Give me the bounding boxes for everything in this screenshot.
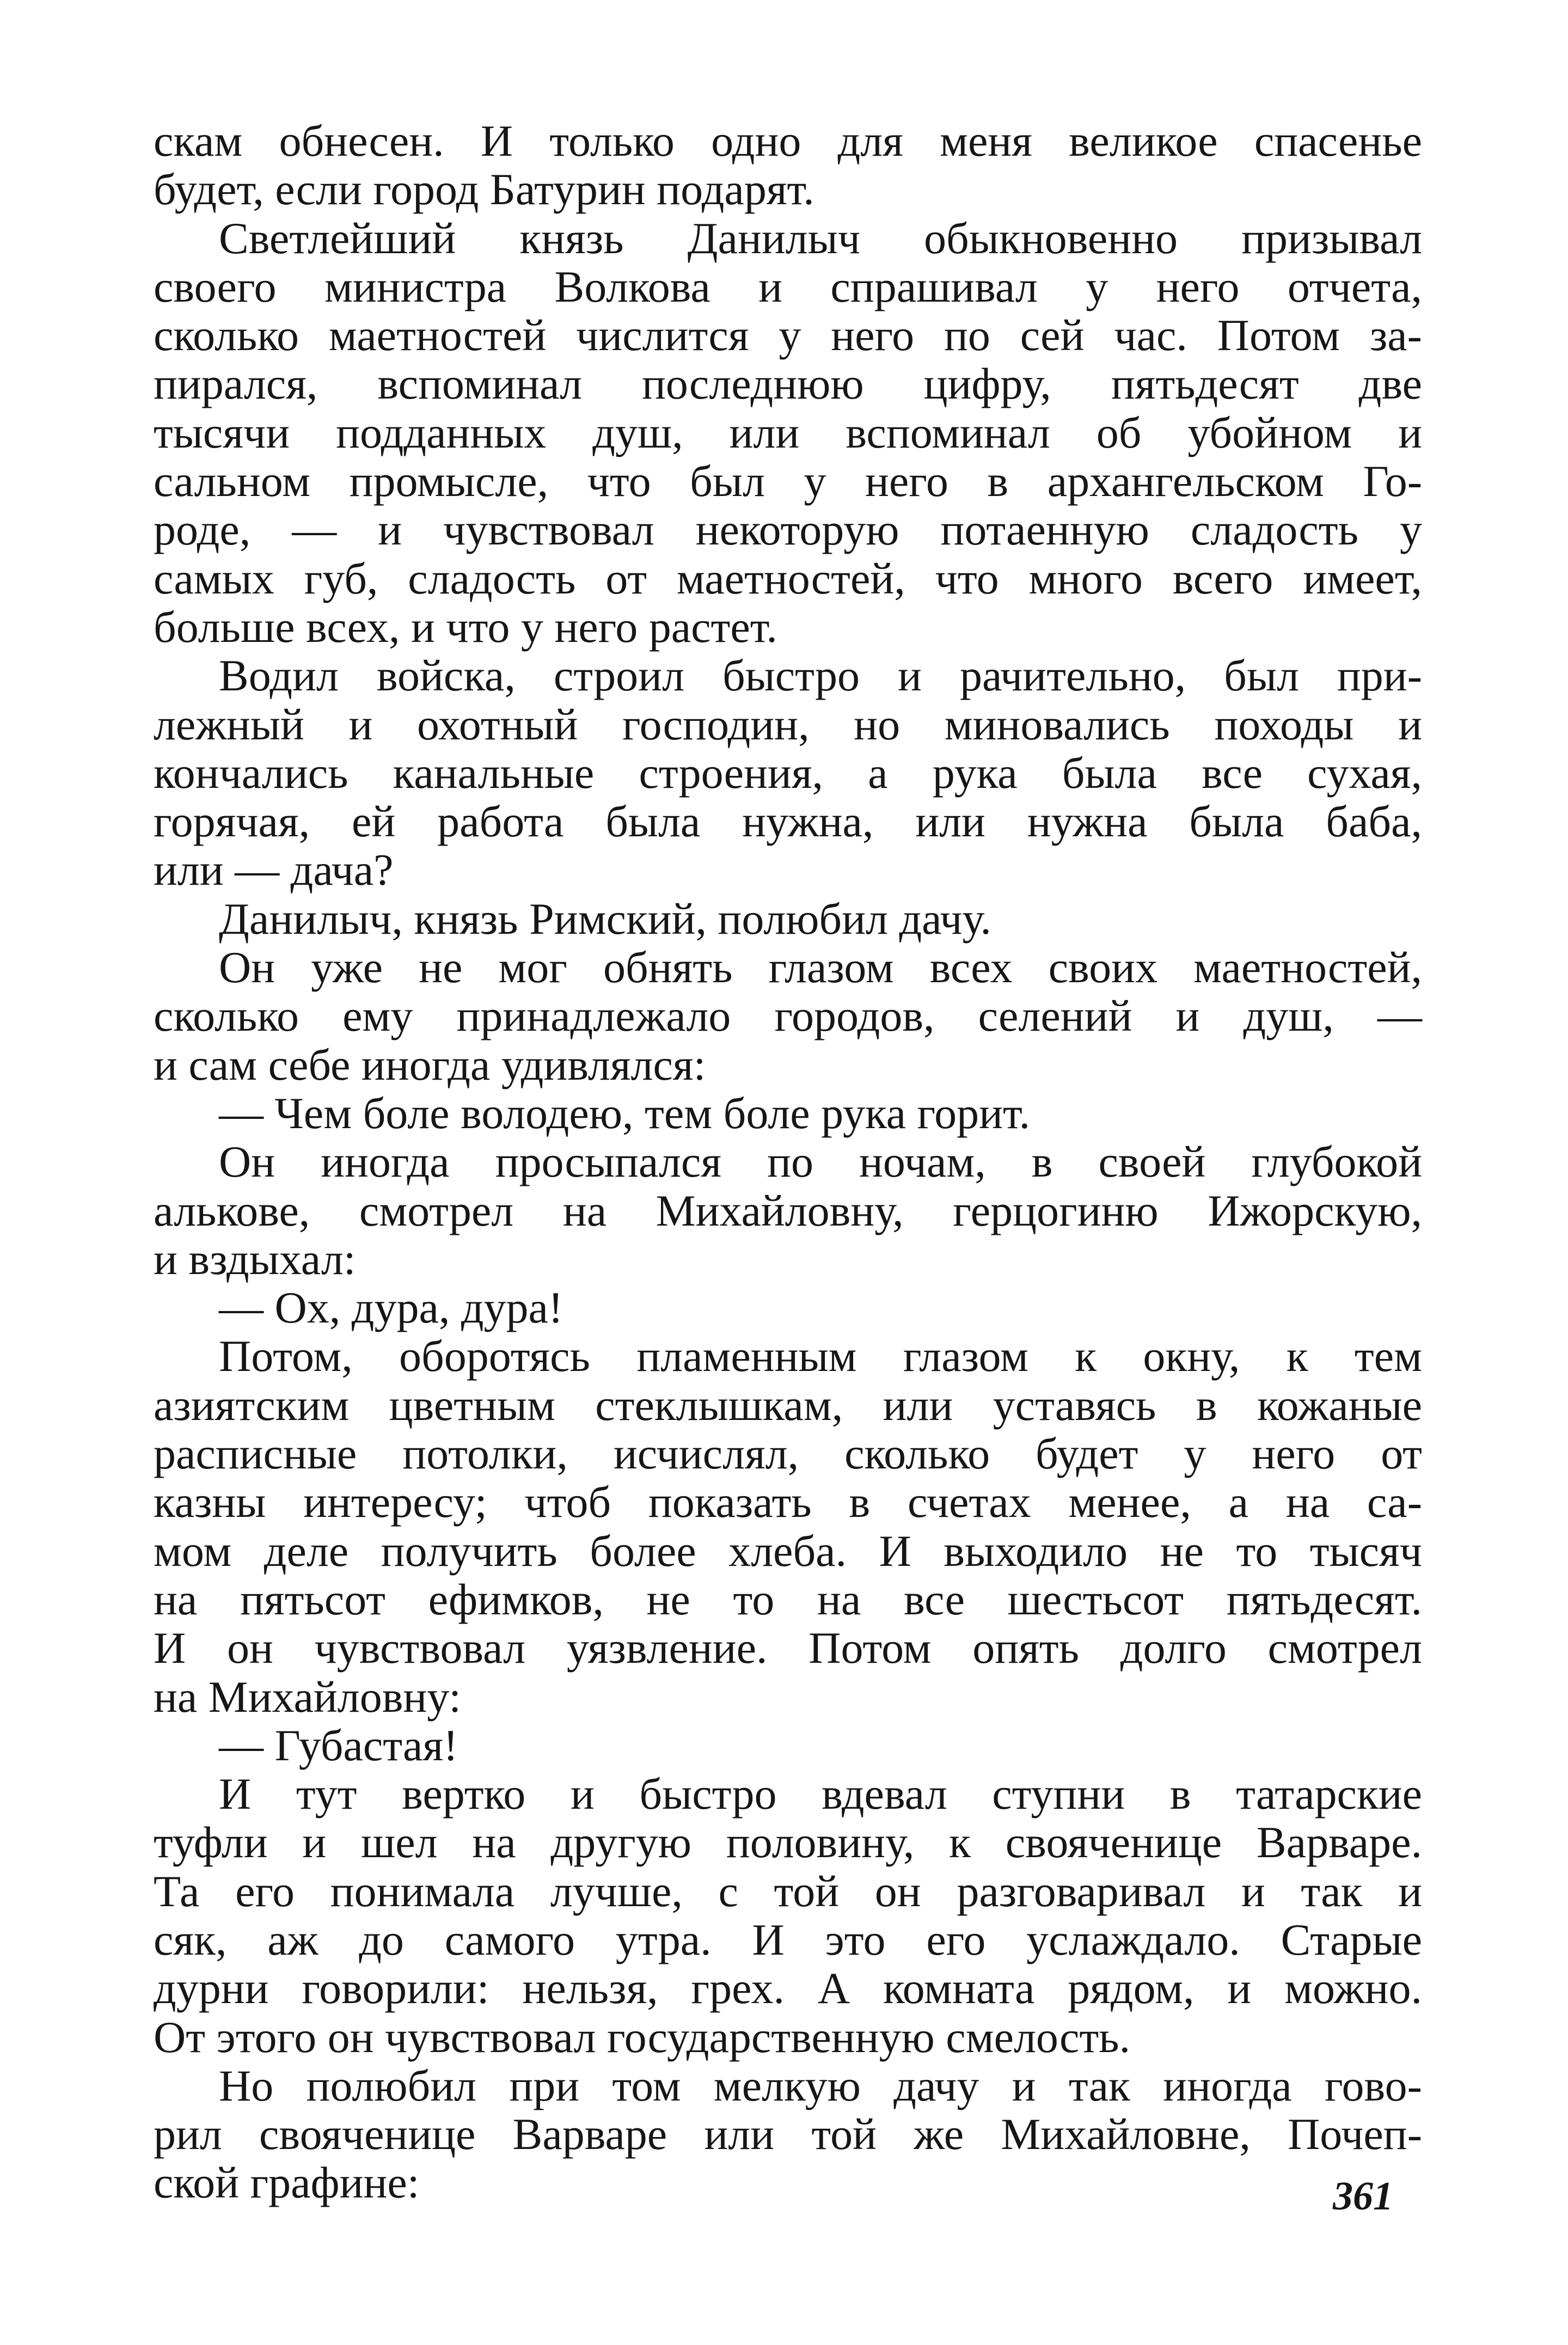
- text-line: ской графине:: [154, 2158, 420, 2208]
- text-line: Он уже не мог обнять глазом всех своих маетностей,: [219, 942, 1422, 993]
- text-line: Он иногда просыпался по ночам, в своей глубокой: [219, 1137, 1422, 1187]
- paragraph: [154, 2061, 1422, 2207]
- text-line: Но полюбил при том мелкую дачу и так иногда гово-: [219, 2060, 1422, 2110]
- text-line: и сам себе иногда удивлялся:: [154, 1039, 706, 1089]
- text-line: скам обнесен. И только одно для меня великое спасенье: [154, 116, 1422, 166]
- text-line: Та его понимала лучше, с той он разговаривал и так и: [154, 1866, 1422, 1916]
- text-line: лежный и охотный господин, но миновались походы и: [154, 699, 1422, 749]
- paragraph: [154, 117, 1422, 214]
- text-line: — Губастая!: [219, 1720, 458, 1770]
- paragraph: [154, 1137, 1422, 1283]
- text-line: своего министра Волкова и спрашивал у него отчета,: [154, 261, 1422, 311]
- text-line: горячая, ей работа была нужна, или нужна была баба,: [154, 797, 1422, 847]
- text-line: азиятским цветным стеклышкам, или уставясь в кожаные: [154, 1380, 1422, 1430]
- text-line: — Чем боле володею, тем боле рука горит.: [219, 1088, 1031, 1138]
- text-line: на Михайловну:: [154, 1671, 461, 1722]
- paragraph: [154, 1721, 1422, 1770]
- text-line: Водил войска, строил быстро и рачительно, был при-: [219, 651, 1422, 701]
- text-line: или — дача?: [154, 845, 394, 895]
- text-line: Светлейший князь Данилыч обыкновенно призывал: [219, 213, 1422, 263]
- text-line: на пятьсот ефимков, не то на все шестьсот пятьдесят.: [154, 1574, 1422, 1624]
- text-line: сальном промысле, что был у него в архангельском Го-: [154, 456, 1422, 506]
- text-line: От этого он чувствовал государственную смелость.: [154, 2012, 1131, 2062]
- text-line: роде, — и чувствовал некоторую потаенную сладость у: [154, 505, 1422, 555]
- text-line: И тут вертко и быстро вдевал ступни в татарские: [219, 1769, 1422, 1819]
- paragraph: [154, 1283, 1422, 1332]
- text-line: рил свояченице Варваре или той же Михайловне, Почеп-: [154, 2109, 1422, 2159]
- text-line: Потом, оборотясь пламенным глазом к окну, к тем: [219, 1331, 1422, 1381]
- text-line: тысячи подданных душ, или вспоминал об убойном и: [154, 407, 1422, 457]
- text-line: — Ох, дура, дура!: [219, 1283, 564, 1333]
- text-line: сколько ему принадлежало городов, селений и душ, —: [154, 991, 1422, 1041]
- text-line: пирался, вспоминал последнюю цифру, пятьдесят две: [154, 359, 1422, 409]
- paragraph: [154, 895, 1422, 943]
- text-line: туфли и шел на другую половину, к свояченице Варваре.: [154, 1817, 1422, 1868]
- text-line: казны интересу; чтоб показать в счетах менее, а на са-: [154, 1477, 1422, 1527]
- text-line: и вздыхал:: [154, 1234, 356, 1284]
- text-line: кончались канальные строения, а рука была все сухая,: [154, 748, 1422, 798]
- text-line: сколько маетностей числится у него по сей час. Потом за-: [154, 310, 1422, 360]
- text-line: самых губ, сладость от маетностей, что много всего имеет,: [154, 553, 1422, 603]
- text-line: будет, если город Батурин подарят.: [154, 164, 814, 215]
- paragraph: [154, 943, 1422, 1089]
- paragraph: [154, 1089, 1422, 1137]
- text-line: алькове, смотрел на Михайловну, герцогиню Ижорскую,: [154, 1185, 1422, 1235]
- body-text: [154, 117, 1422, 2207]
- paragraph: [154, 214, 1422, 652]
- page-number: 361: [1333, 2174, 1393, 2219]
- text-line: Данилыч, князь Римский, полюбил дачу.: [219, 893, 991, 944]
- text-line: мом деле получить более хлеба. И выходило не то тысяч: [154, 1526, 1422, 1576]
- text-line: расписные потолки, исчислял, сколько будет у него от: [154, 1429, 1422, 1479]
- paragraph: [154, 1332, 1422, 1721]
- text-line: больше всех, и что у него растет.: [154, 602, 777, 652]
- text-line: сяк, аж до самого утра. И это его услаждало. Старые: [154, 1914, 1422, 1964]
- paragraph: [154, 1770, 1422, 2061]
- text-line: И он чувствовал уязвление. Потом опять долго смотрел: [154, 1623, 1422, 1673]
- paragraph: [154, 651, 1422, 894]
- text-line: дурни говорили: нельзя, грех. А комната рядом, и можно.: [154, 1963, 1422, 2013]
